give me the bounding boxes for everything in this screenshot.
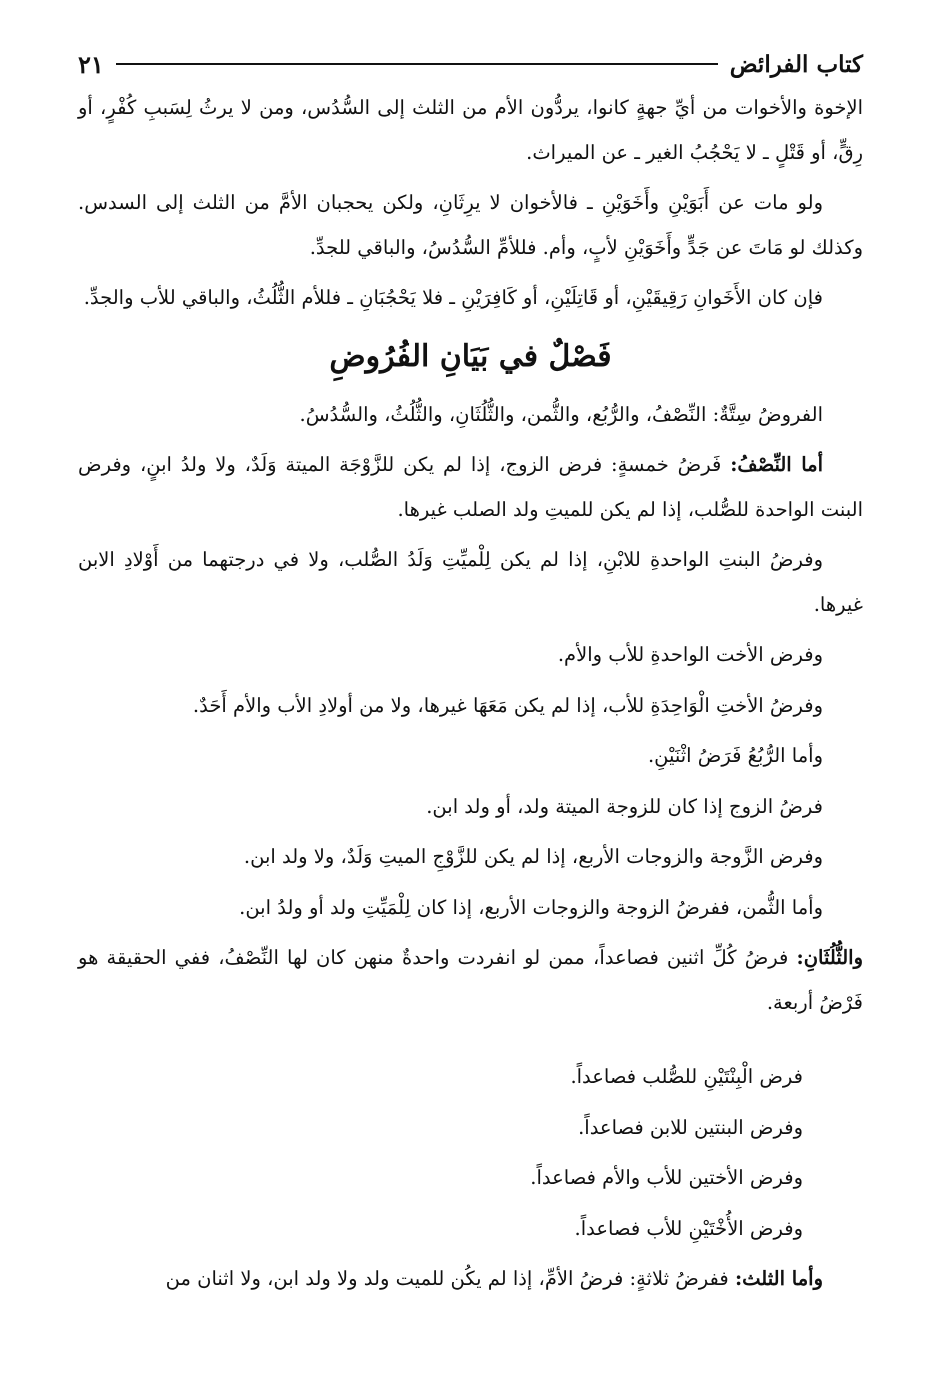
header-rule	[116, 63, 718, 65]
page-number: ٢١	[78, 49, 104, 79]
list-item: وفرض البنتين للابن فصاعداً.	[578, 1115, 803, 1139]
paragraph: وفرض الزَّوجة والزوجات الأربع، إذا لم يكن للزَّوْجِ الميتِ وَلَدٌ، ولا ولد ابن.	[243, 845, 823, 868]
paragraph-text: فرضُ كُلِّ اثنين فصاعداً، ممن لو انفردت واحدةٌ منهن كان لها النِّصْفُ، ففي الحقيقة هو فَرْضُ أربعة.	[78, 946, 863, 1014]
paragraph-text: فَرضُ خمسةٍ: فرض الزوج، إذا لم يكن للزَّوْجَة الميتة وَلَدٌ، ولا ولدُ ابنٍ، وفرض البنت الواحدة للصُّلب، إذا لم يكن للميتِ ولد الصلب غيرها.	[78, 453, 863, 521]
paragraph: فإن كان الأَخَوانِ رَقِيقَيْنِ، أو قَاتِلَيْنِ، أو كَافِرَيْنِ ـ فلا يَحْجُبَانِ ـ فللأم الثُّلُثُ، والباقي للأب والجدِّ.	[83, 286, 823, 309]
paragraph	[78, 936, 863, 1025]
paragraph: فرضُ الزوج إذا كان للزوجة الميتة ولد، أو ولد ابن.	[426, 794, 823, 818]
paragraph-lead: وأما الثلث:	[734, 1267, 823, 1290]
page-header	[78, 44, 863, 84]
list-item: وفرض الأُخْتَيْنِ للأب فصاعداً.	[574, 1216, 803, 1240]
paragraph: ولو مات عن أَبَوَيْنِ وأَخَوَيْنِ ـ فالأخوان لا يرِثَانِ، ولكن يحجبان الأمَّ من الثلث إلى السدس. وكذلك لو مَاتَ عن جَدٍّ وأَخَوَيْنِ لأبٍ، وأم. فللأمِّ السُّدُسُ، والباقي للجدِّ.	[78, 191, 863, 259]
paragraph: وفرضُ البنتِ الواحدةِ للابْنِ، إذا لم يكن لِلْميِّتِ وَلَدُ الصُّلب، ولا في درجتهما من أَوْلادِ الابن غيرها.	[78, 548, 863, 616]
paragraph: الفروضُ سِتَّةٌ: النِّصْفُ، والرُّبُع، والثُّمن، والثُّلُثَانِ، والثُّلُثُ، والسُّدُسُ.	[299, 402, 823, 426]
spacer	[78, 1031, 863, 1055]
list-item: فرض الْبِنْتَيْنِ للصُّلب فصاعداً.	[570, 1065, 803, 1088]
book-title: كتاب الفرائض	[729, 50, 863, 78]
paragraph: وأما الثُّمن، ففرضُ الزوجة والزوجات الأربع، إذا كان لِلْمَيِّتِ ولد أو ولدُ ابن.	[239, 895, 823, 919]
paragraph	[78, 443, 863, 532]
paragraph: الإخوة والأخوات من أيِّ جهةٍ كانوا، يردُّون الأم من الثلث إلى السُّدُس، ومن لا يرثُ لِسَببِ كُفْرٍ، أو رِقٍّ، أو قَتْلٍ ـ لا يَحْجُبُ الغير ـ عن الميراث.	[78, 96, 863, 164]
section-heading: فَصْلٌ في بَيَانِ الفُرُوضِ	[329, 338, 612, 374]
paragraph-lead: والثُّلُثَانِ:	[796, 946, 863, 969]
paragraph	[78, 1257, 863, 1302]
paragraph: وأما الرُّبُعُ فَرَضُ اثْنَيْنِ.	[647, 744, 823, 767]
paragraph-lead: أما النِّصْفُ:	[730, 453, 823, 476]
list-item: وفرض الأختين للأب والأم فصاعداً.	[530, 1166, 803, 1189]
paragraph: وفرضُ الأختِ الْوَاحِدَةِ للأب، إذا لم يكن مَعَهَا غيرها، ولا من أولادِ الأب والأم أَحَدٌ.	[192, 693, 823, 717]
page-body	[78, 86, 863, 1308]
paragraph: وفرض الأخت الواحدةِ للأب والأم.	[557, 643, 823, 666]
paragraph-text: ففرضُ ثلاثةٍ: فرضُ الأمِّ، إذا لم يكُن للميت ولد ولا ولد ابن، ولا اثنان من	[165, 1267, 735, 1290]
